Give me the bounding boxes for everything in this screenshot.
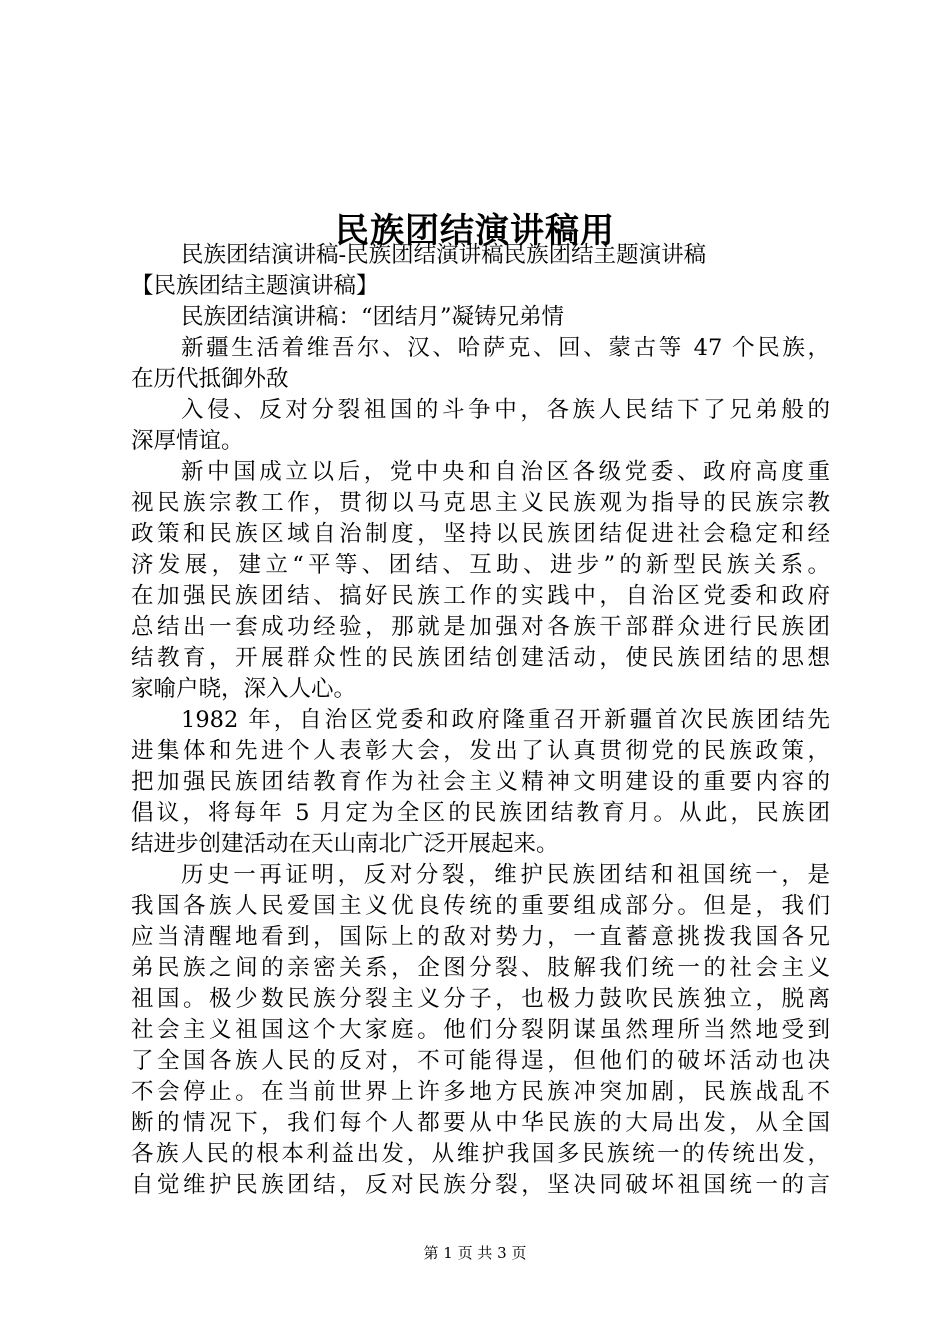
text-line: 民族团结演讲稿：“团结月”凝铸兄弟情 (181, 304, 565, 330)
text-line: 倡议，将每年 5 月定为全区的民族团结教育月。从此，民族团 (131, 800, 830, 826)
text-line: 在加强民族团结、搞好民族工作的实践中，自治区党委和政府 (131, 583, 830, 609)
text-line: 祖国。极少数民族分裂主义分子，也极力鼓吹民族独立，脱离 (131, 986, 830, 1012)
text-line: 结进步创建活动在天山南北广泛开展起来。 (131, 831, 559, 857)
text-line: 1982 年，自治区党委和政府隆重召开新疆首次民族团结先 (181, 707, 830, 733)
text-line: 新疆生活着维吾尔、汉、哈萨克、回、蒙古等 47 个民族， (181, 335, 830, 361)
page-footer: 第 1 页 共 3 页 (423, 1244, 527, 1262)
text-line: 各族人民的根本利益出发，从维护我国多民族统一的传统出发， (131, 1141, 830, 1167)
text-line: 自觉维护民族团结，反对民族分裂，坚决同破坏祖国统一的言 (131, 1172, 830, 1198)
text-line: 进集体和先进个人表彰大会，发出了认真贯彻党的民族政策， (131, 738, 830, 764)
document-body (131, 240, 830, 1201)
text-line: 政策和民族区域自治制度，坚持以民族团结促进社会稳定和经 (131, 521, 830, 547)
text-line: 济发展，建立“平等、团结、互助、进步”的新型民族关系。 (131, 552, 830, 578)
text-line: 我国各族人民爱国主义优良传统的重要组成部分。但是，我们 (131, 893, 830, 919)
document-title: 民族团结演讲稿用 (335, 210, 615, 251)
text-line: 应当清醒地看到，国际上的敌对势力，一直蓄意挑拨我国各兄 (131, 924, 830, 950)
text-line: 民族团结演讲稿-民族团结演讲稿民族团结主题演讲稿 (181, 242, 707, 268)
text-line: 了全国各族人民的反对，不可能得逞，但他们的破坏活动也决 (131, 1048, 830, 1074)
text-line: 【民族团结主题演讲稿】 (131, 273, 379, 299)
text-line: 社会主义祖国这个大家庭。他们分裂阴谋虽然理所当然地受到 (131, 1017, 830, 1043)
text-line: 把加强民族团结教育作为社会主义精神文明建设的重要内容的 (131, 769, 830, 795)
text-line: 弟民族之间的亲密关系，企图分裂、肢解我们统一的社会主义 (131, 955, 830, 981)
text-line: 家喻户晓，深入人心。 (131, 676, 357, 702)
text-line: 结教育，开展群众性的民族团结创建活动，使民族团结的思想 (131, 645, 830, 671)
text-line: 总结出一套成功经验，那就是加强对各族干部群众进行民族团 (131, 614, 830, 640)
text-line: 在历代抵御外敌 (131, 366, 289, 392)
text-line: 入侵、反对分裂祖国的斗争中，各族人民结下了兄弟般的 (181, 397, 830, 423)
text-line: 新中国成立以后，党中央和自治区各级党委、政府高度重 (181, 459, 830, 485)
text-line: 深厚情谊。 (131, 428, 244, 454)
text-line: 历史一再证明，反对分裂，维护民族团结和祖国统一，是 (181, 862, 830, 888)
text-line: 断的情况下，我们每个人都要从中华民族的大局出发，从全国 (131, 1110, 830, 1136)
text-line: 视民族宗教工作，贯彻以马克思主义民族观为指导的民族宗教 (131, 490, 830, 516)
text-line: 不会停止。在当前世界上许多地方民族冲突加剧，民族战乱不 (131, 1079, 830, 1105)
